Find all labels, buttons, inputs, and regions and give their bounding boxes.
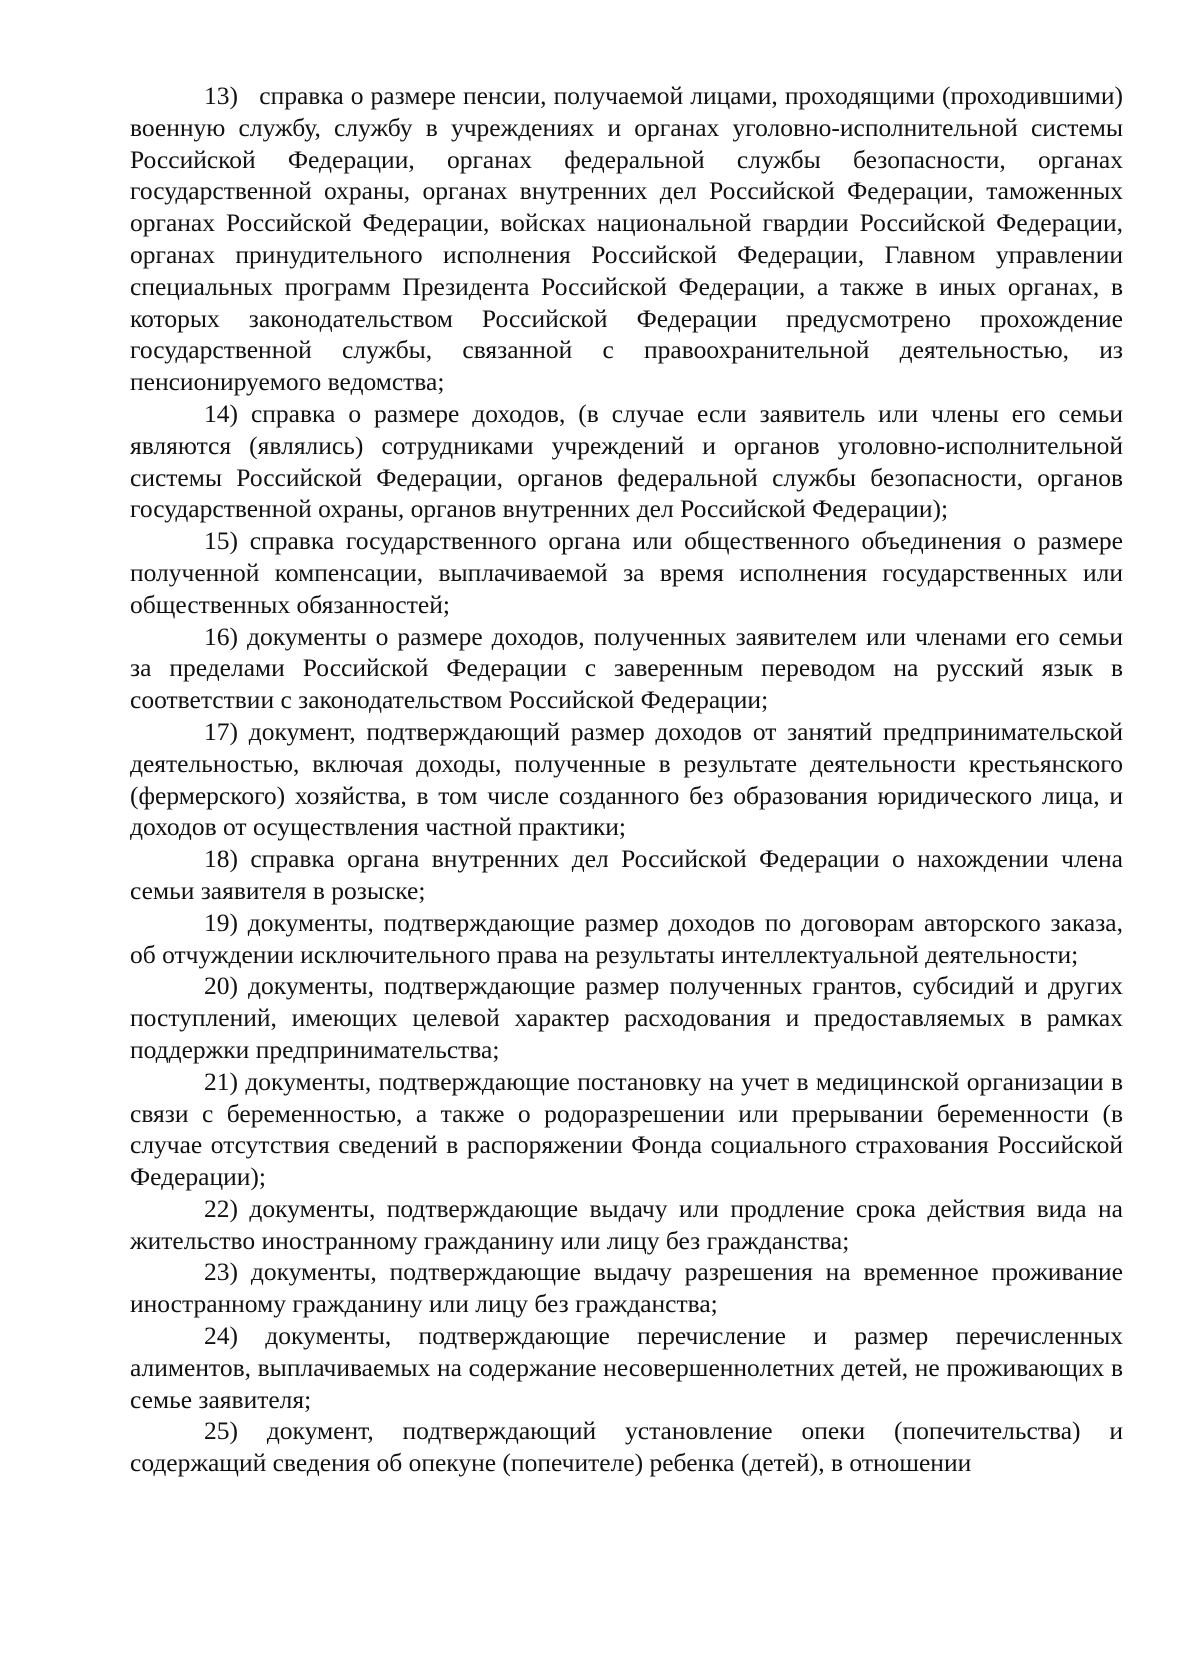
document-body xyxy=(130,80,1123,1479)
list-item-21: 21) документы, подтверждающие постановку на учет в медицинской организации в связи с беременностью, а также о родоразрешении или прерывании беременности (в случае отсутствия сведений в распоряжении Фонда социального страхования Российской Федерации); xyxy=(130,1066,1123,1192)
list-item-15: 15) справка государственного органа или общественного объединения о размере полученной компенсации, выплачиваемой за время исполнения государственных или общественных обязанностей; xyxy=(130,526,1123,619)
list-item-17: 17) документ, подтверждающий размер доходов от занятий предпринимательской деятельностью, включая доходы, полученные в результате деятельности крестьянского (фермерского) хозяйства, в том числе созданного без образования юридического лица, и доходов от осуществления частной практики; xyxy=(130,716,1123,842)
list-item-24: 24) документы, подтверждающие перечисление и размер перечисленных алиментов, выплачиваемых на содержание несовершеннолетних детей, не проживающих в семье заявителя; xyxy=(130,1321,1123,1414)
list-item-20: 20) документы, подтверждающие размер полученных грантов, субсидий и других поступлений, имеющих целевой характер расходования и предоставляемых в рамках поддержки предпринимательства; xyxy=(130,971,1123,1064)
list-item-23: 23) документы, подтверждающие выдачу разрешения на временное проживание иностранному гражданину или лицу без гражданства; xyxy=(130,1257,1123,1319)
list-item-18: 18) справка органа внутренних дел Российской Федерации о нахождении члена семьи заявителя в розыске; xyxy=(130,844,1123,905)
list-item-25: 25) документ, подтверждающий установление опеки (попечительства) и содержащий сведения об опекуне (попечителе) ребенка (детей), в отношении xyxy=(130,1416,1123,1478)
list-item-14: 14) справка о размере доходов, (в случае если заявитель или члены его семьи являются (являлись) сотрудниками учреждений и органов уголовно-исполнительной системы Российской Федерации, органов федеральной службы безопасности, органов государственной охраны, органов внутренних дел Российской Федерации); xyxy=(130,398,1123,524)
list-item-22: 22) документы, подтверждающие выдачу или продление срока действия вида на жительство иностранному гражданину или лицу без гражданства; xyxy=(130,1193,1123,1255)
list-item-16: 16) документы о размере доходов, полученных заявителем или членами его семьи за пределами Российской Федерации с заверенным переводом на русский язык в соответствии с законодательством Российской Федерации; xyxy=(130,621,1123,715)
list-item-13: 13) справка о размере пенсии, получаемой лицами, проходящими (проходившими) военную службу, службу в учреждениях и органах уголовно-исполнительной системы Российской Федерации, органах федеральной службы безопасности, органах государственной охраны, органах внутренних дел Российской Федерации, таможенных органах Российской Федерации, войсках национальной гвардии Российской Федерации, органах принудительного исполнения Российской Федерации, Главном управлении специальных программ Президента Российской Федерации, а также в иных органах, в которых законодательством Российской Федерации предусмотрено прохождение государственной службы, связанной с правоохранительной деятельностью, из пенсионируемого ведомства; xyxy=(130,81,1123,397)
list-item-19: 19) документы, подтверждающие размер доходов по договорам авторского заказа, об отчуждении исключительного права на результаты интеллектуальной деятельности; xyxy=(130,907,1123,969)
